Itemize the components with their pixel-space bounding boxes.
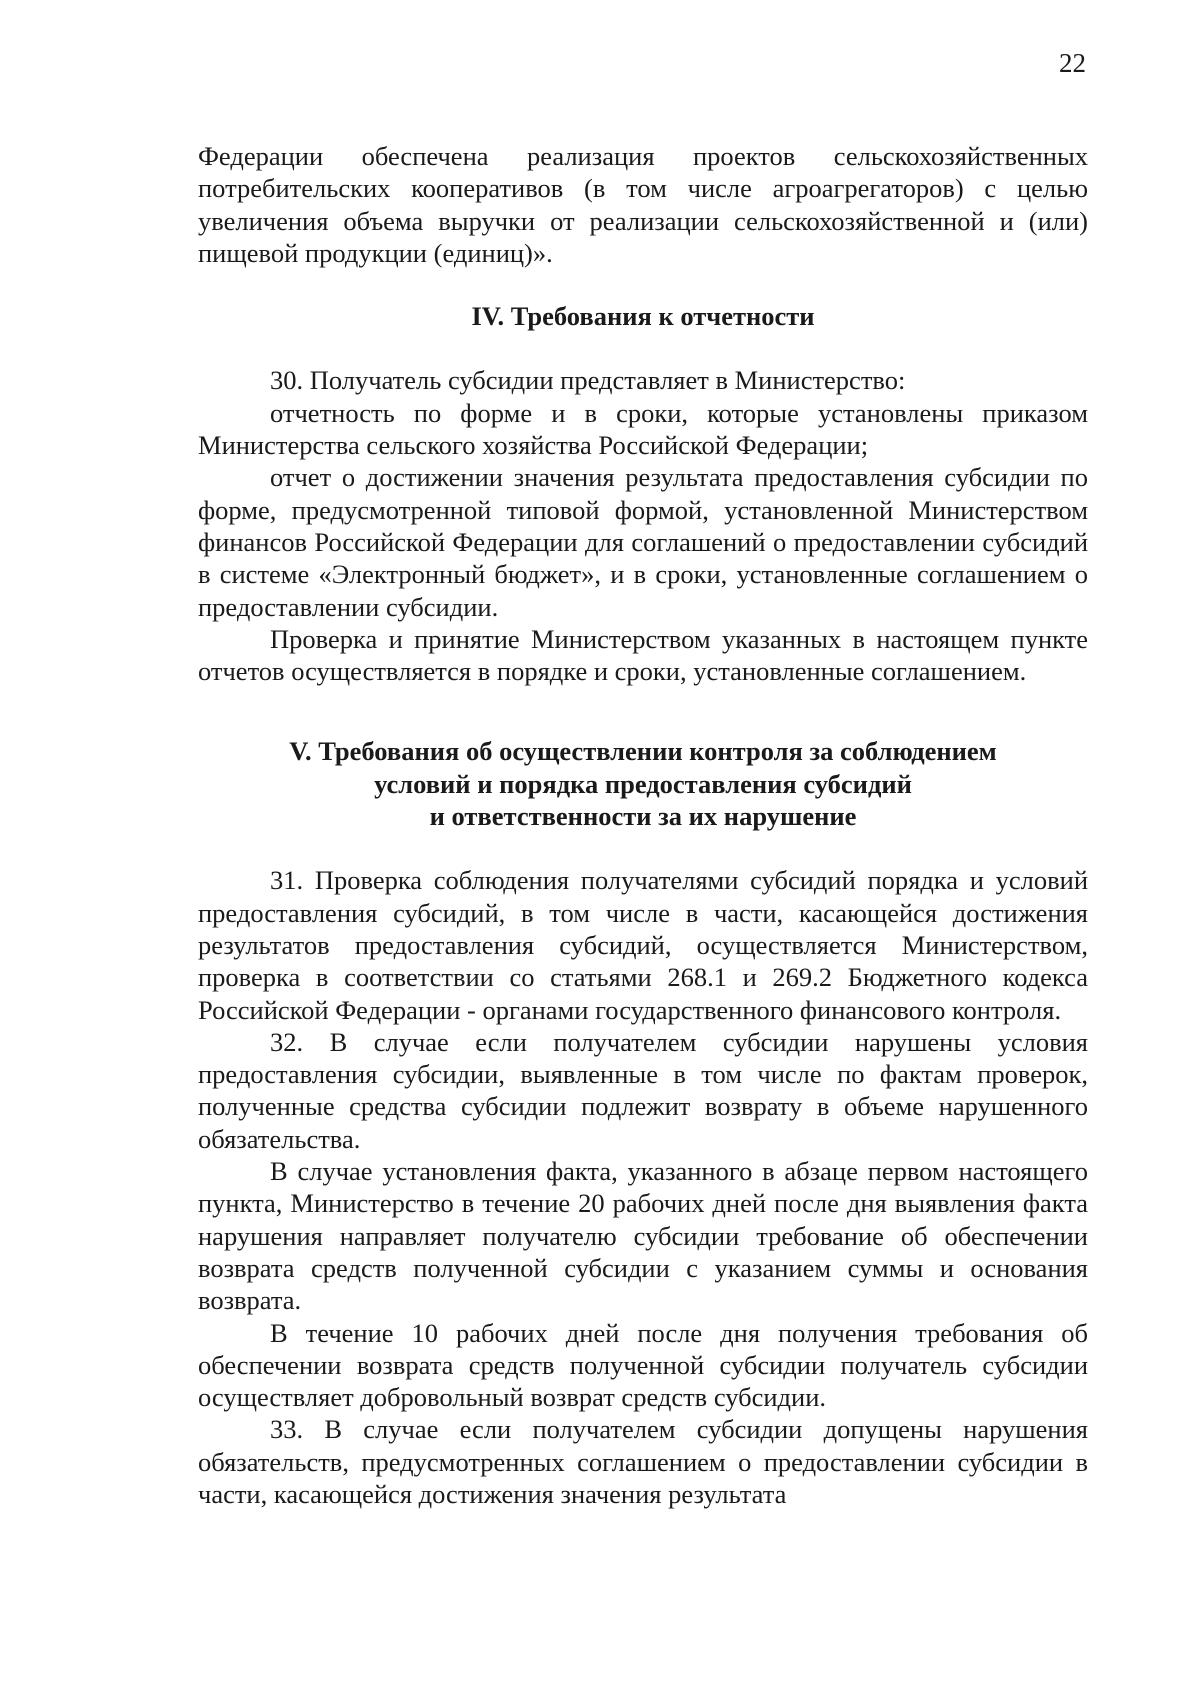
paragraph-33: 33. В случае если получателем субсидии допущены нарушения обязательств, предусмотренных соглашением о предоставлении субсидии в части, касающейся достижения значения результата (198, 1414, 1088, 1509)
section-v-heading-line: V. Требования об осуществлении контроля за соблюдением (289, 736, 997, 767)
paragraph-32: 32. В случае если получателем субсидии нарушены условия предоставления субсидии, выявленные в том числе по фактам проверок, полученные средства субсидии подлежит возврату в объеме нарушенного обязательства. (198, 1026, 1088, 1154)
paragraph-30-reporting-form: отчетность по форме и в сроки, которые установлены приказом Министерства сельского хозяйства Российской Федерации; (198, 397, 1088, 461)
paragraph-30: 30. Получатель субсидии представляет в Министерство: (270, 365, 906, 396)
paragraph-30-verification: Проверка и принятие Министерством указанных в настоящем пункте отчетов осуществляется в порядке и сроки, установленные соглашением. (198, 623, 1088, 687)
paragraph-31: 31. Проверка соблюдения получателями субсидий порядка и условий предоставления субсидий, в том числе в части, касающейся достижения результатов предоставления субсидий, осуществляется Министерством, проверка в соответствии со статьями 268.1 и 269.2 Бюджетного кодекса Российской Федерации - органами государственного финансового контроля. (198, 865, 1088, 1025)
page-number: 22 (1059, 48, 1086, 78)
section-v-heading (198, 735, 1088, 832)
paragraph-32-refund: В течение 10 рабочих дней после дня получения требования об обеспечении возврата средств полученной субсидии получатель субсидии осуществляет добровольный возврат средств субсидии. (198, 1317, 1088, 1413)
section-v-heading-line: и ответственности за их нарушение (429, 801, 857, 832)
paragraph-30-result-report: отчет о достижении значения результата предоставления субсидии по форме, предусмотренной типовой формой, установленной Министерством финансов Российской Федерации для соглашений о предоставлении субсидий в системе «Электронный бюджет», и в сроки, установленные соглашением о предоставлении субсидии. (198, 462, 1088, 622)
section-v-heading-line: условий и порядка предоставления субсидий (374, 768, 912, 799)
section-iv-heading: IV. Требования к отчетности (471, 301, 815, 332)
page-content (198, 140, 1088, 1510)
intro-paragraph: Федерации обеспечена реализация проектов сельскохозяйственных потребительских кооперативов (в том числе агроагрегаторов) с целью увеличения объема выручки от реализации сельскохозяйственной и (или) пищевой продукции (единиц)». (198, 141, 1088, 268)
paragraph-32-demand: В случае установления факта, указанного в абзаце первом настоящего пункта, Министерство в течение 20 рабочих дней после дня выявления факта нарушения направляет получателю субсидии требование об обеспечении возврата средств полученной субсидии с указанием суммы и основания возврата. (198, 1156, 1088, 1316)
